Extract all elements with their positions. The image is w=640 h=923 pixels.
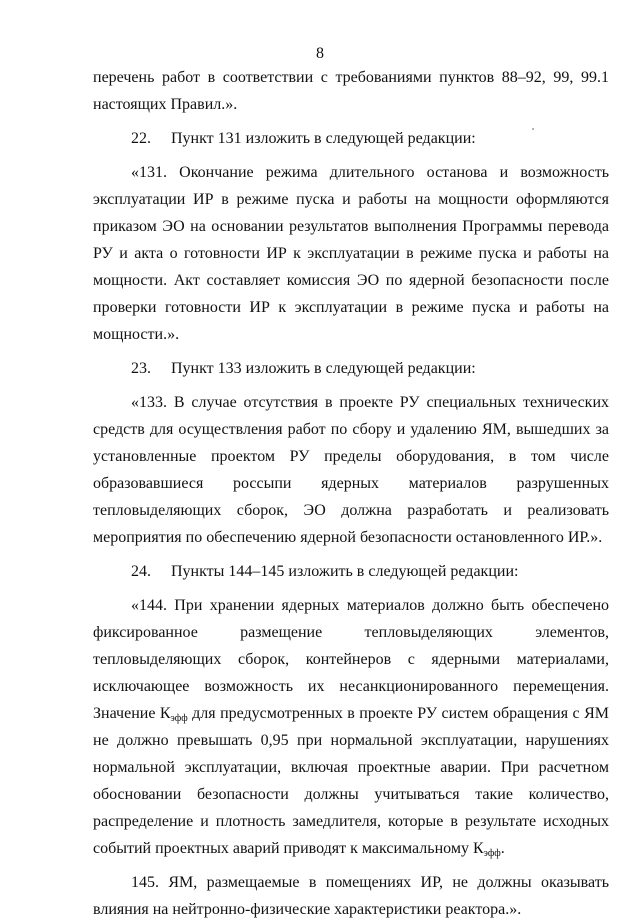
item-22-body: «131. Окончание режима длительного останова и возможность эксплуатации ИР в режиме пуска и работы на мощности оформляются приказом ЭО на основании результатов выполнения Программы перевода РУ и акта о готовности ИР к эксплуатации в режиме пуска и работы на мощности. Акт составляет комиссия ЭО по ядерной безопасности после проверки готовности ИР к эксплуатации в режиме пуска и работы на мощности.». [93,164,609,343]
item-22-heading [93,125,609,152]
item-24-heading-text: Пункты 144–145 изложить в следующей редакции: [171,563,519,580]
item-23-heading-text: Пункт 133 изложить в следующей редакции: [171,360,476,377]
item-22-heading-text: Пункт 131 изложить в следующей редакции: [171,130,476,147]
k-eff-subscript-1: эфф [170,713,188,724]
paragraph-145: 145. ЯМ, размещаемые в помещениях ИР, не должны оказывать влияния на нейтронно-физические характеристики реактора.». [93,874,609,918]
paragraph-144-part1: «144. При хранении ядерных материалов должно быть обеспечено фиксированное размещение тепловыделяющих элементов, тепловыделяющих сборок, контейнеров с ядерными материалами, исключающее возможность их несанкционированного перемещения. Значение К [93,597,609,722]
item-24-heading [93,558,609,585]
item-22-number: 22. [131,130,151,147]
continuation-paragraph: перечень работ в соответствии с требованиями пунктов 88–92, 99, 99.1 настоящих Правил.». [93,69,609,113]
paragraph-144 [93,592,609,862]
k-eff-subscript-2: эфф [483,848,501,859]
paragraph-144-end: . [500,840,505,857]
item-24-number: 24. [131,563,151,580]
paragraph-144-part2: для предусмотренных в проекте РУ систем обращения с ЯМ не должно превышать 0,95 при нормальной эксплуатации, нарушениях нормальной эксплуатации, включая проектные аварии. При расчетном обосновании безопасности должны учитываться такие количество, распределение и плотность замедлителя, которые в результате исходных событий проектных аварий приводят к максимальному К [93,705,609,857]
item-23-number: 23. [131,360,151,377]
page-number: 8 [316,45,324,62]
item-23-body: «133. В случае отсутствия в проекте РУ специальных технических средств для осуществления работ по сбору и удалению ЯМ, вышедших за установленные проектом РУ пределы оборудования, в том числе образовавшиеся россыпи ядерных материалов разрушенных тепловыделяющих сборок, ЭО должна разработать и реализовать мероприятия по обеспечению ядерной безопасности остановленного ИР.». [93,394,609,546]
item-23-heading [93,355,609,382]
document-body [93,64,609,923]
